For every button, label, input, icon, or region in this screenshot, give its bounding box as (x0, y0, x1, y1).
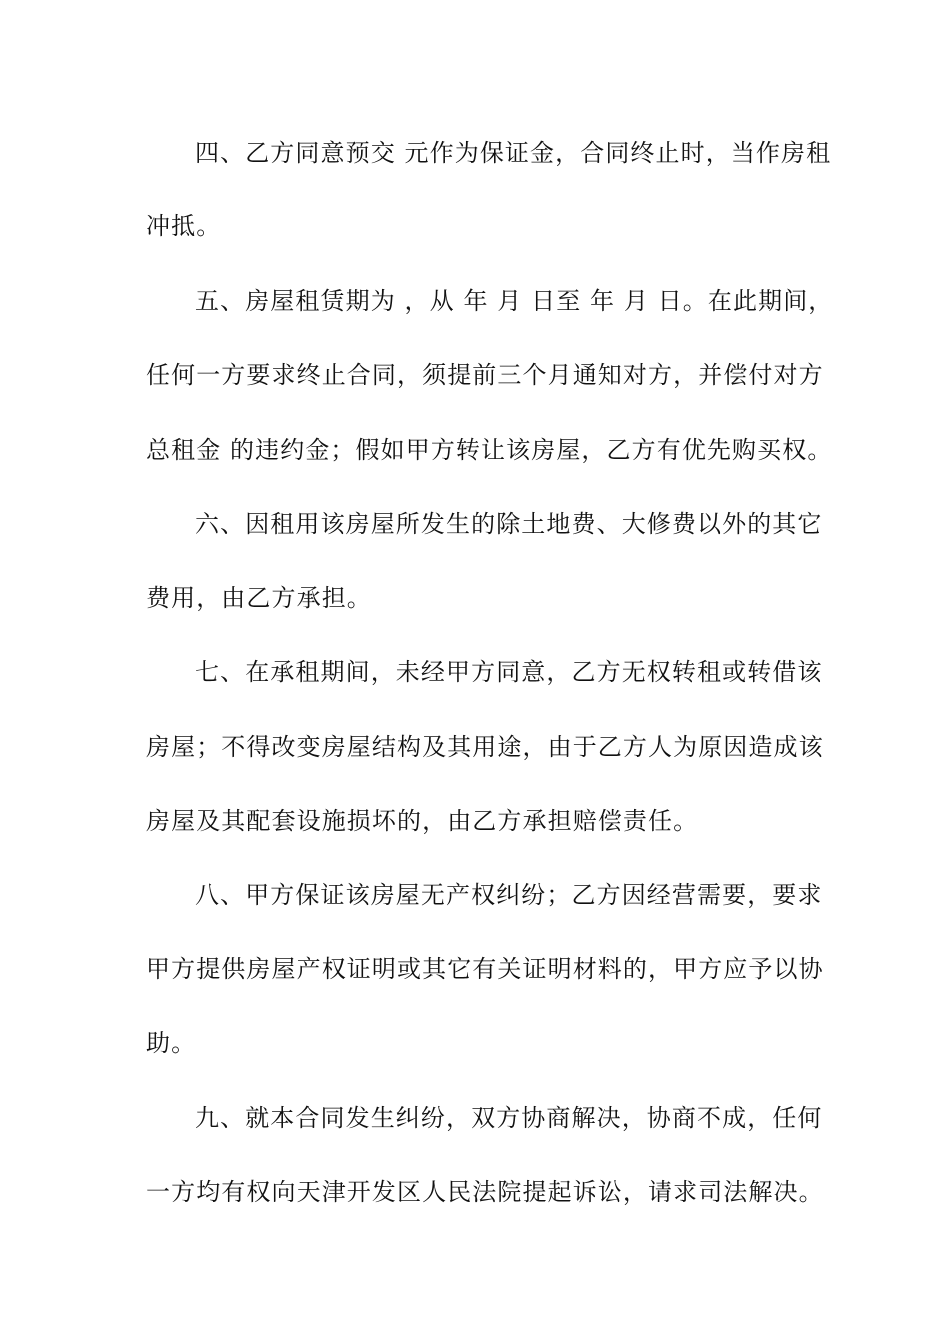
clause-5-line-2: 任何一方要求终止合同，须提前三个月通知对方，并偿付对方 (146, 361, 824, 389)
clause-7-line-2: 房屋；不得改变房屋结构及其用途，由于乙方人为原因造成该 (146, 733, 824, 761)
clause-8-line-3: 助。 (146, 1029, 197, 1057)
clause-8-line-1: 八、甲方保证该房屋无产权纠纷；乙方因经营需要，要求 (195, 881, 823, 909)
clause-5-line-1: 五、房屋租赁期为 ，从 年 月 日至 年 月 日。在此期间， (195, 287, 834, 315)
clause-7-line-3: 房屋及其配套设施损坏的，由乙方承担赔偿责任。 (146, 807, 699, 835)
clause-4-line-1: 四、乙方同意预交 元作为保证金，合同终止时，当作房租 (195, 139, 832, 167)
clause-6-line-1: 六、因租用该房屋所发生的除土地费、大修费以外的其它 (195, 510, 823, 538)
clause-9-line-1: 九、就本合同发生纠纷，双方协商解决，协商不成，任何 (195, 1104, 823, 1132)
clause-5-line-3: 总租金 的违约金；假如甲方转让该房屋，乙方有优先购买权。 (146, 436, 833, 464)
clause-4-line-2: 冲抵。 (146, 212, 222, 240)
clause-7-line-1: 七、在承租期间，未经甲方同意，乙方无权转租或转借该 (195, 658, 823, 686)
clause-6-line-2: 费用，由乙方承担。 (146, 584, 372, 612)
clause-8-line-2: 甲方提供房屋产权证明或其它有关证明材料的，甲方应予以协 (146, 955, 824, 983)
clause-9-line-2: 一方均有权向天津开发区人民法院提起诉讼，请求司法解决。 (146, 1178, 824, 1206)
